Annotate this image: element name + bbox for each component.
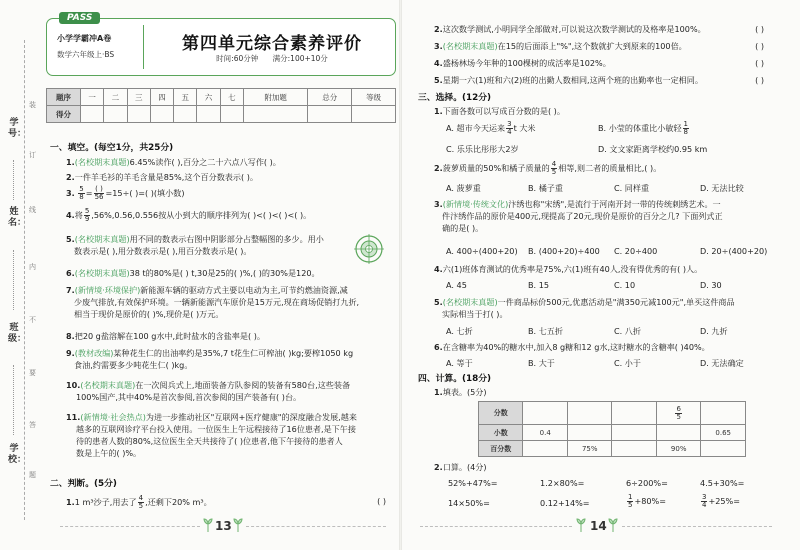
question-10: 10.(名校期末真题)在一次阅兵式上,地面装备方队参阅的装备有580台,这些装备 100%国产,其中40%是首次参阅,首次参阅的国产装备有( )台。	[66, 380, 351, 402]
score-input-cell[interactable]	[220, 106, 243, 123]
binding-label-id: 学号：	[8, 118, 27, 139]
score-input-cell[interactable]	[197, 106, 220, 123]
question-8: 8.把20 g盐溶解在100 g水中,此时盐水的含盐率是( )。	[66, 331, 265, 341]
choice-option[interactable]: A. 菠萝重	[446, 183, 481, 193]
time-limit: 时间:60分钟	[216, 54, 259, 63]
header-divider	[143, 25, 144, 69]
sprout-icon	[608, 516, 618, 532]
score-input-cell[interactable]	[104, 106, 127, 123]
choice-option[interactable]: A. 400÷(400+20)	[446, 246, 518, 256]
sprout-icon	[233, 516, 243, 532]
oral-item[interactable]: $\frac{3}{4}$ +25%=	[702, 493, 741, 509]
shaded-circle-figure	[354, 234, 384, 264]
table-cell[interactable]	[523, 402, 568, 425]
score-table-header-row	[47, 89, 396, 106]
fraction: $\frac{1}{8}$	[683, 120, 689, 136]
answer-paren[interactable]: ( )	[377, 496, 386, 506]
score-cell: 二	[104, 89, 127, 106]
judge-question-3: 3.(名校期末真题)在15的后面添上"%",这个数就扩大到原来的100倍。 ( )	[434, 41, 764, 51]
judge-question-1: 1.1 m³沙子,用去了 $\frac{4}{5}$ ,还剩下20% m³。 ( )	[66, 494, 386, 510]
footer-rule	[420, 526, 572, 527]
question-2: 2.一件羊毛衫的羊毛含量是85%,这个百分数表示( )。	[66, 172, 258, 182]
choice-option[interactable]: C. 20÷400	[614, 246, 658, 256]
binding-mark: 线	[29, 206, 36, 214]
section-judge-title: 二、判断。(5分)	[50, 479, 117, 489]
binding-line	[13, 160, 14, 200]
score-table	[46, 88, 396, 123]
grade-label: 数学六年级上·BS	[57, 50, 115, 59]
score-table-score-row	[47, 106, 396, 123]
score-cell: 五	[174, 89, 197, 106]
table-cell[interactable]	[701, 441, 746, 457]
pass-logo: PASS	[59, 12, 100, 24]
page-gutter	[399, 0, 402, 550]
question-9: 9.(教材改编)某种花生仁的出油率约是35%,7 t花生仁可榨油( )kg;要榨1050 kg 食油,约需要多少吨花生仁( )kg。	[66, 348, 354, 370]
table-row	[479, 402, 746, 425]
choice-option[interactable]: B. 15	[528, 280, 549, 290]
fraction: $\frac{3}{4}$	[507, 120, 512, 136]
oral-item[interactable]: 6÷200%=	[626, 478, 668, 488]
table-cell[interactable]	[523, 441, 568, 457]
score-input-cell[interactable]	[127, 106, 150, 123]
table-cell[interactable]	[612, 425, 656, 441]
binding-mark: 不	[29, 316, 36, 324]
oral-item[interactable]: 4.5+30%=	[700, 478, 745, 488]
score-cell: 三	[127, 89, 150, 106]
choice-option[interactable]: D. 无法确定	[700, 358, 744, 368]
binding-mark: 题	[29, 471, 36, 479]
choice-option[interactable]: C. 小于	[614, 358, 641, 368]
question-7: 7.(新情境·环境保护)新能源车辆的驱动方式主要以电动为主,可节约燃油资源,减 少废气排放,有效保护环境。一辆新能源汽车原价是15万元,现在商场促销打九折, 相当于现价是原价的( )%,现价是( )万元。	[66, 285, 360, 319]
fraction: $\frac{( )}{56}$	[94, 185, 104, 201]
choice-question-1: 1.下面各数可以写成百分数的是( )。	[434, 106, 565, 116]
score-input-cell[interactable]	[81, 106, 104, 123]
choice-option[interactable]: B. 大于	[528, 358, 555, 368]
answer-paren[interactable]: ( )	[755, 75, 764, 85]
table-row	[479, 425, 746, 441]
question-4: 4.将 $\frac{5}{9}$ ,56%,0.56,0.556按从小到大的顺序排列为( )<( )<( )<( )。	[66, 207, 312, 223]
choice-option[interactable]: A. 等于	[446, 358, 473, 368]
calc-question-2: 2.口算。(4分)	[434, 462, 487, 472]
choice-option[interactable]: C. 10	[614, 280, 636, 290]
choice-question-4: 4.六(1)班体育测试的优秀率是75%,六(1)班有40人,没有得优秀的有( )人。	[434, 264, 703, 274]
binding-strip	[0, 0, 44, 550]
fraction: $\frac{3}{4}$	[702, 493, 707, 509]
binding-label-name: 姓名：	[8, 207, 27, 228]
footer-rule	[622, 526, 772, 527]
oral-item[interactable]: 1.2×80%=	[540, 478, 585, 488]
series-name: 小学学霸冲A卷	[57, 34, 112, 43]
choice-option[interactable]: D. 30	[700, 280, 722, 290]
table-cell: 90%	[656, 441, 701, 457]
score-input-cell[interactable]	[174, 106, 197, 123]
section-fill-blank-title: 一、填空。(每空1分，共25分)	[50, 143, 174, 153]
table-cell: 75%	[567, 441, 612, 457]
choice-option[interactable]: B. 橘子重	[528, 183, 563, 193]
table-cell: 百分数	[479, 441, 523, 457]
table-cell[interactable]	[656, 425, 701, 441]
fraction: $\frac{5}{8}$	[79, 185, 84, 201]
choice-option[interactable]: A. 七折	[446, 326, 473, 336]
score-input-cell[interactable]	[150, 106, 173, 123]
choice-option[interactable]: D. 文文家距离学校约0.95 km	[598, 144, 708, 154]
full-score: 满分:100+10分	[272, 54, 328, 63]
table-cell[interactable]	[701, 402, 746, 425]
oral-item[interactable]: $\frac{1}{5}$ +80%=	[628, 493, 667, 509]
table-cell: 分数	[479, 402, 523, 425]
table-cell: 小数	[479, 425, 523, 441]
oral-item[interactable]: 14×50%=	[448, 498, 490, 508]
choice-question-3: 3.(新情境·传统文化)汴绣也称"宋绣",是流行于河南开封一带的传统刺绣艺术。一 件汴绣作品的原价是400元,现提高了20元,现价是原价的百分之几? 下面列式正 确的是( )。	[434, 199, 723, 233]
answer-paren[interactable]: ( )	[755, 24, 764, 34]
score-cell: 四	[150, 89, 173, 106]
score-cell: 七	[220, 89, 243, 106]
page-number-right: 14	[590, 519, 607, 533]
table-cell: 0.4	[523, 425, 568, 441]
binding-mark: 装	[29, 101, 36, 109]
score-cell: 一	[81, 89, 104, 106]
fraction: $\frac{4}{5}$	[138, 494, 144, 510]
score-cell: 等级	[352, 89, 396, 106]
section-choice-title: 三、选择。(12分)	[418, 93, 492, 103]
fraction: $\frac{5}{9}$	[84, 207, 90, 223]
sprout-icon	[203, 516, 213, 532]
table-row	[479, 441, 746, 457]
sprout-icon	[576, 516, 586, 532]
question-11: 11.(新情境·社会热点)为进一步推动社区"互联网+医疗健康"的深度融合发展,越来 越多的互联网诊疗平台投入使用。一位医生上午远程接待了16位患者,是下午接 待的患者人数的80%,这位医生全天共接待了( )位患者,他下午接待的患者人 数是上午的( )%。	[66, 412, 357, 458]
fraction: $\frac{4}{5}$	[551, 160, 557, 176]
binding-mark: 答	[29, 421, 36, 429]
choice-option[interactable]: D. 无法比较	[700, 183, 744, 193]
choice-question-5: 5.(名校期末真题)一件商品标价500元,优惠活动是"满350元减100元",单买这件商品 实际相当于打( )。	[434, 297, 735, 319]
score-row-label: 得分	[47, 106, 81, 123]
choice-option[interactable]: D. 九折	[700, 326, 728, 336]
footer-rule	[60, 526, 200, 527]
choice-question-6: 6.在含糖率为40%的糖水中,加入8 g糖和12 g水,这时糖水的含糖率( )40%。	[434, 342, 710, 352]
table-cell[interactable]	[567, 425, 612, 441]
choice-option[interactable]: A. 45	[446, 280, 467, 290]
binding-mark: 要	[29, 369, 36, 377]
score-cell: 六	[197, 89, 220, 106]
judge-question-5: 5.星期一六(1)班和六(2)班的出勤人数相同,这两个班的出勤率也一定相同。 ( )	[434, 75, 764, 85]
judge-question-4: 4.盛杨林场今年种的100棵树的成活率是102%。 ( )	[434, 58, 764, 68]
page-number-left: 13	[215, 519, 232, 533]
choice-option[interactable]: A. 超市今天运来 $\frac{3}{4}$ t 大米	[446, 120, 536, 136]
table-cell[interactable]	[612, 402, 656, 425]
calc-question-1: 1.填表。(5分)	[434, 387, 487, 397]
score-cell: 题序	[47, 89, 81, 106]
section-calc-title: 四、计算。(18分)	[418, 374, 492, 384]
binding-line	[13, 365, 14, 435]
choice-question-2: 2.菠萝质量的50%和橘子质量的 $\frac{4}{5}$ 相等,则二者的质量相比,( )。	[434, 160, 662, 176]
conversion-table	[478, 401, 746, 457]
binding-cut-line	[24, 40, 25, 520]
answer-paren[interactable]: ( )	[755, 58, 764, 68]
score-input-cell[interactable]	[243, 106, 307, 123]
choice-option[interactable]: C. 乐乐比彤彤大2岁	[446, 144, 519, 154]
fraction: $\frac{6}{5}$	[676, 404, 681, 421]
binding-mark: 内	[29, 263, 36, 271]
binding-label-school: 学校：	[8, 444, 27, 465]
oral-item[interactable]: 52%+47%=	[448, 478, 498, 488]
score-input-cell[interactable]	[308, 106, 352, 123]
choice-option[interactable]: C. 八折	[614, 326, 641, 336]
answer-paren[interactable]: ( )	[755, 41, 764, 51]
footer-rule	[246, 526, 386, 527]
exam-meta	[157, 53, 387, 64]
score-cell: 附加题	[243, 89, 307, 106]
question-1: 1.(名校期末真题)6.45%读作( ),百分之二十六点八写作( )。	[66, 157, 281, 167]
question-6: 6.(名校期末真题)38 t的80%是( ) t,30是25的( )%,( )的30%是120。	[66, 268, 320, 278]
question-5: 5.(名校期末真题)用不同的数表示右图中阴影部分占整幅图的多少。用小 数表示是( ),用分数表示是( ),用百分数表示是( )。	[66, 234, 324, 256]
oral-item[interactable]: 0.12+14%=	[540, 498, 590, 508]
binding-label-class: 班级：	[8, 323, 27, 344]
score-cell: 总分	[308, 89, 352, 106]
fraction: $\frac{1}{5}$	[628, 493, 633, 509]
choice-option[interactable]: C. 同样重	[614, 183, 650, 193]
question-3: 3. $\frac{5}{8}$ = $\frac{( )}{56}$ =15÷( )=( )(填小数)	[66, 185, 185, 201]
table-cell: 0.65	[701, 425, 746, 441]
judge-question-2: 2.这次数学测试,小明同学全部做对,可以说这次数学测试的及格率是100%。 ( )	[434, 24, 764, 34]
table-cell	[656, 402, 701, 425]
binding-mark: 订	[29, 151, 36, 159]
binding-line	[13, 250, 14, 310]
table-cell[interactable]	[612, 441, 656, 457]
score-input-cell[interactable]	[352, 106, 396, 123]
table-cell[interactable]	[567, 402, 612, 425]
choice-option[interactable]: B. 小莹的体重比小敏轻 $\frac{1}{8}$	[598, 120, 689, 136]
page-title: 第四单元综合素养评价	[182, 34, 362, 54]
exam-header	[46, 13, 396, 76]
choice-option[interactable]: D. 20÷(400+20)	[700, 246, 768, 256]
choice-option[interactable]: B. 七五折	[528, 326, 563, 336]
choice-option[interactable]: B. (400+20)÷400	[528, 246, 600, 256]
